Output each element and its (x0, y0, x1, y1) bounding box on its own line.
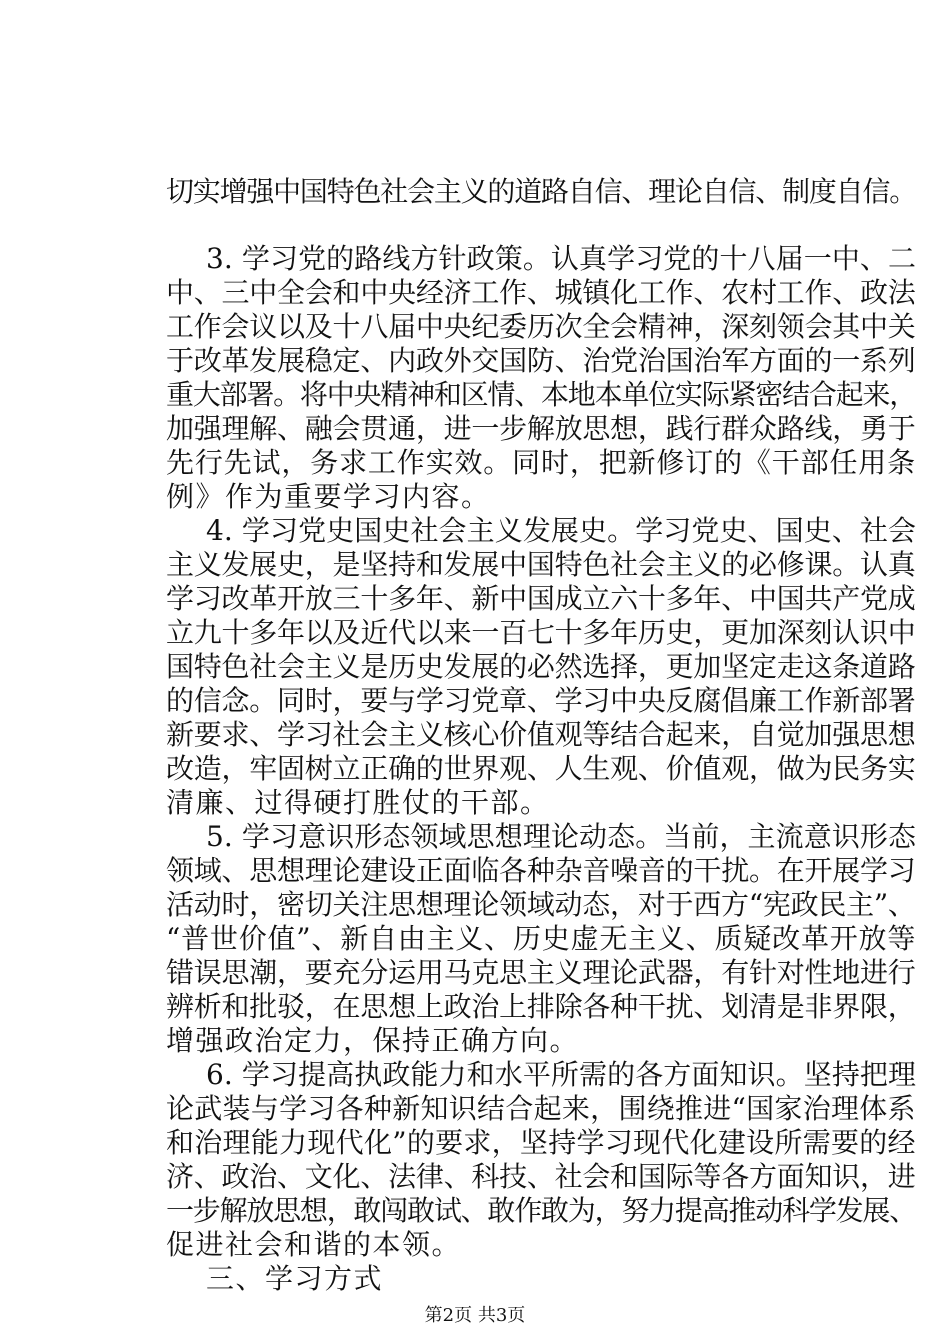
text-line: 辨析和批驳，在思想上政治上排除各种干扰、划清是非界限， (166, 990, 916, 1023)
text-line: 活动时，密切关注思想理论领域动态，对于西方“宪政民主”、 (166, 888, 916, 921)
text-line: 新要求、学习社会主义核心价值观等结合起来，自觉加强思想 (166, 718, 916, 751)
text-line: 3. 学习党的路线方针政策。认真学习党的十八届一中、二 (206, 242, 917, 275)
text-line: 国特色社会主义是历史发展的必然选择，更加坚定走这条道路 (166, 650, 916, 683)
text-line: 主义发展史，是坚持和发展中国特色社会主义的必修课。认真 (166, 548, 916, 581)
text-line: 错误思潮，要充分运用马克思主义理论武器，有针对性地进行 (166, 956, 916, 989)
text-line: 清廉、过得硬打胜仗的干部。 (166, 786, 550, 819)
text-line: 加强理解、融会贯通，进一步解放思想，践行群众路线，勇于 (166, 412, 916, 445)
text-line: 立九十多年以及近代以来一百七十多年历史，更加深刻认识中 (166, 616, 916, 649)
text-line: 例》作为重要学习内容。 (166, 480, 491, 513)
text-line: 改造，牢固树立正确的世界观、人生观、价值观，做为民务实 (166, 752, 916, 785)
text-line: 促进社会和谐的本领。 (166, 1228, 462, 1261)
text-line: 重大部署。将中央精神和区情、本地本单位实际紧密结合起来， (166, 378, 917, 411)
text-line: 5. 学习意识形态领域思想理论动态。当前，主流意识形态 (206, 820, 917, 853)
section-heading: 三、学习方式 (206, 1262, 384, 1295)
text-line: 增强政治定力，保持正确方向。 (166, 1024, 580, 1057)
text-line: 济、政治、文化、法律、科技、社会和国际等各方面知识，进 (166, 1160, 916, 1193)
page-footer: 第2页 共3页 (424, 1305, 526, 1326)
text-line: “普世价值”、新自由主义、历史虚无主义、质疑改革开放等 (166, 922, 917, 955)
text-line: 6. 学习提高执政能力和水平所需的各方面知识。坚持把理 (206, 1058, 917, 1091)
text-line: 工作会议以及十八届中央纪委历次全会精神，深刻领会其中关 (166, 310, 916, 343)
text-line: 切实增强中国特色社会主义的道路自信、理论自信、制度自信。 (166, 175, 917, 208)
text-line: 的信念。同时，要与学习党章、学习中央反腐倡廉工作新部署 (166, 684, 916, 717)
text-line: 中、三中全会和中央经济工作、城镇化工作、农村工作、政法 (166, 276, 916, 309)
text-line: 学习改革开放三十多年、新中国成立六十多年、中国共产党成 (166, 582, 916, 615)
text-line: 一步解放思想，敢闯敢试、敢作敢为，努力提高推动科学发展、 (166, 1194, 917, 1227)
text-line: 先行先试，务求工作实效。同时，把新修订的《干部任用条 (166, 446, 917, 479)
text-line: 于改革发展稳定、内政外交国防、治党治国治军方面的一系列 (166, 344, 916, 377)
text-line: 领域、思想理论建设正面临各种杂音噪音的干扰。在开展学习 (166, 854, 916, 887)
text-line: 论武装与学习各种新知识结合起来，围绕推进“国家治理体系 (166, 1092, 916, 1125)
text-line: 和治理能力现代化”的要求，坚持学习现代化建设所需要的经 (166, 1126, 916, 1159)
text-line: 4. 学习党史国史社会主义发展史。学习党史、国史、社会 (206, 514, 917, 547)
